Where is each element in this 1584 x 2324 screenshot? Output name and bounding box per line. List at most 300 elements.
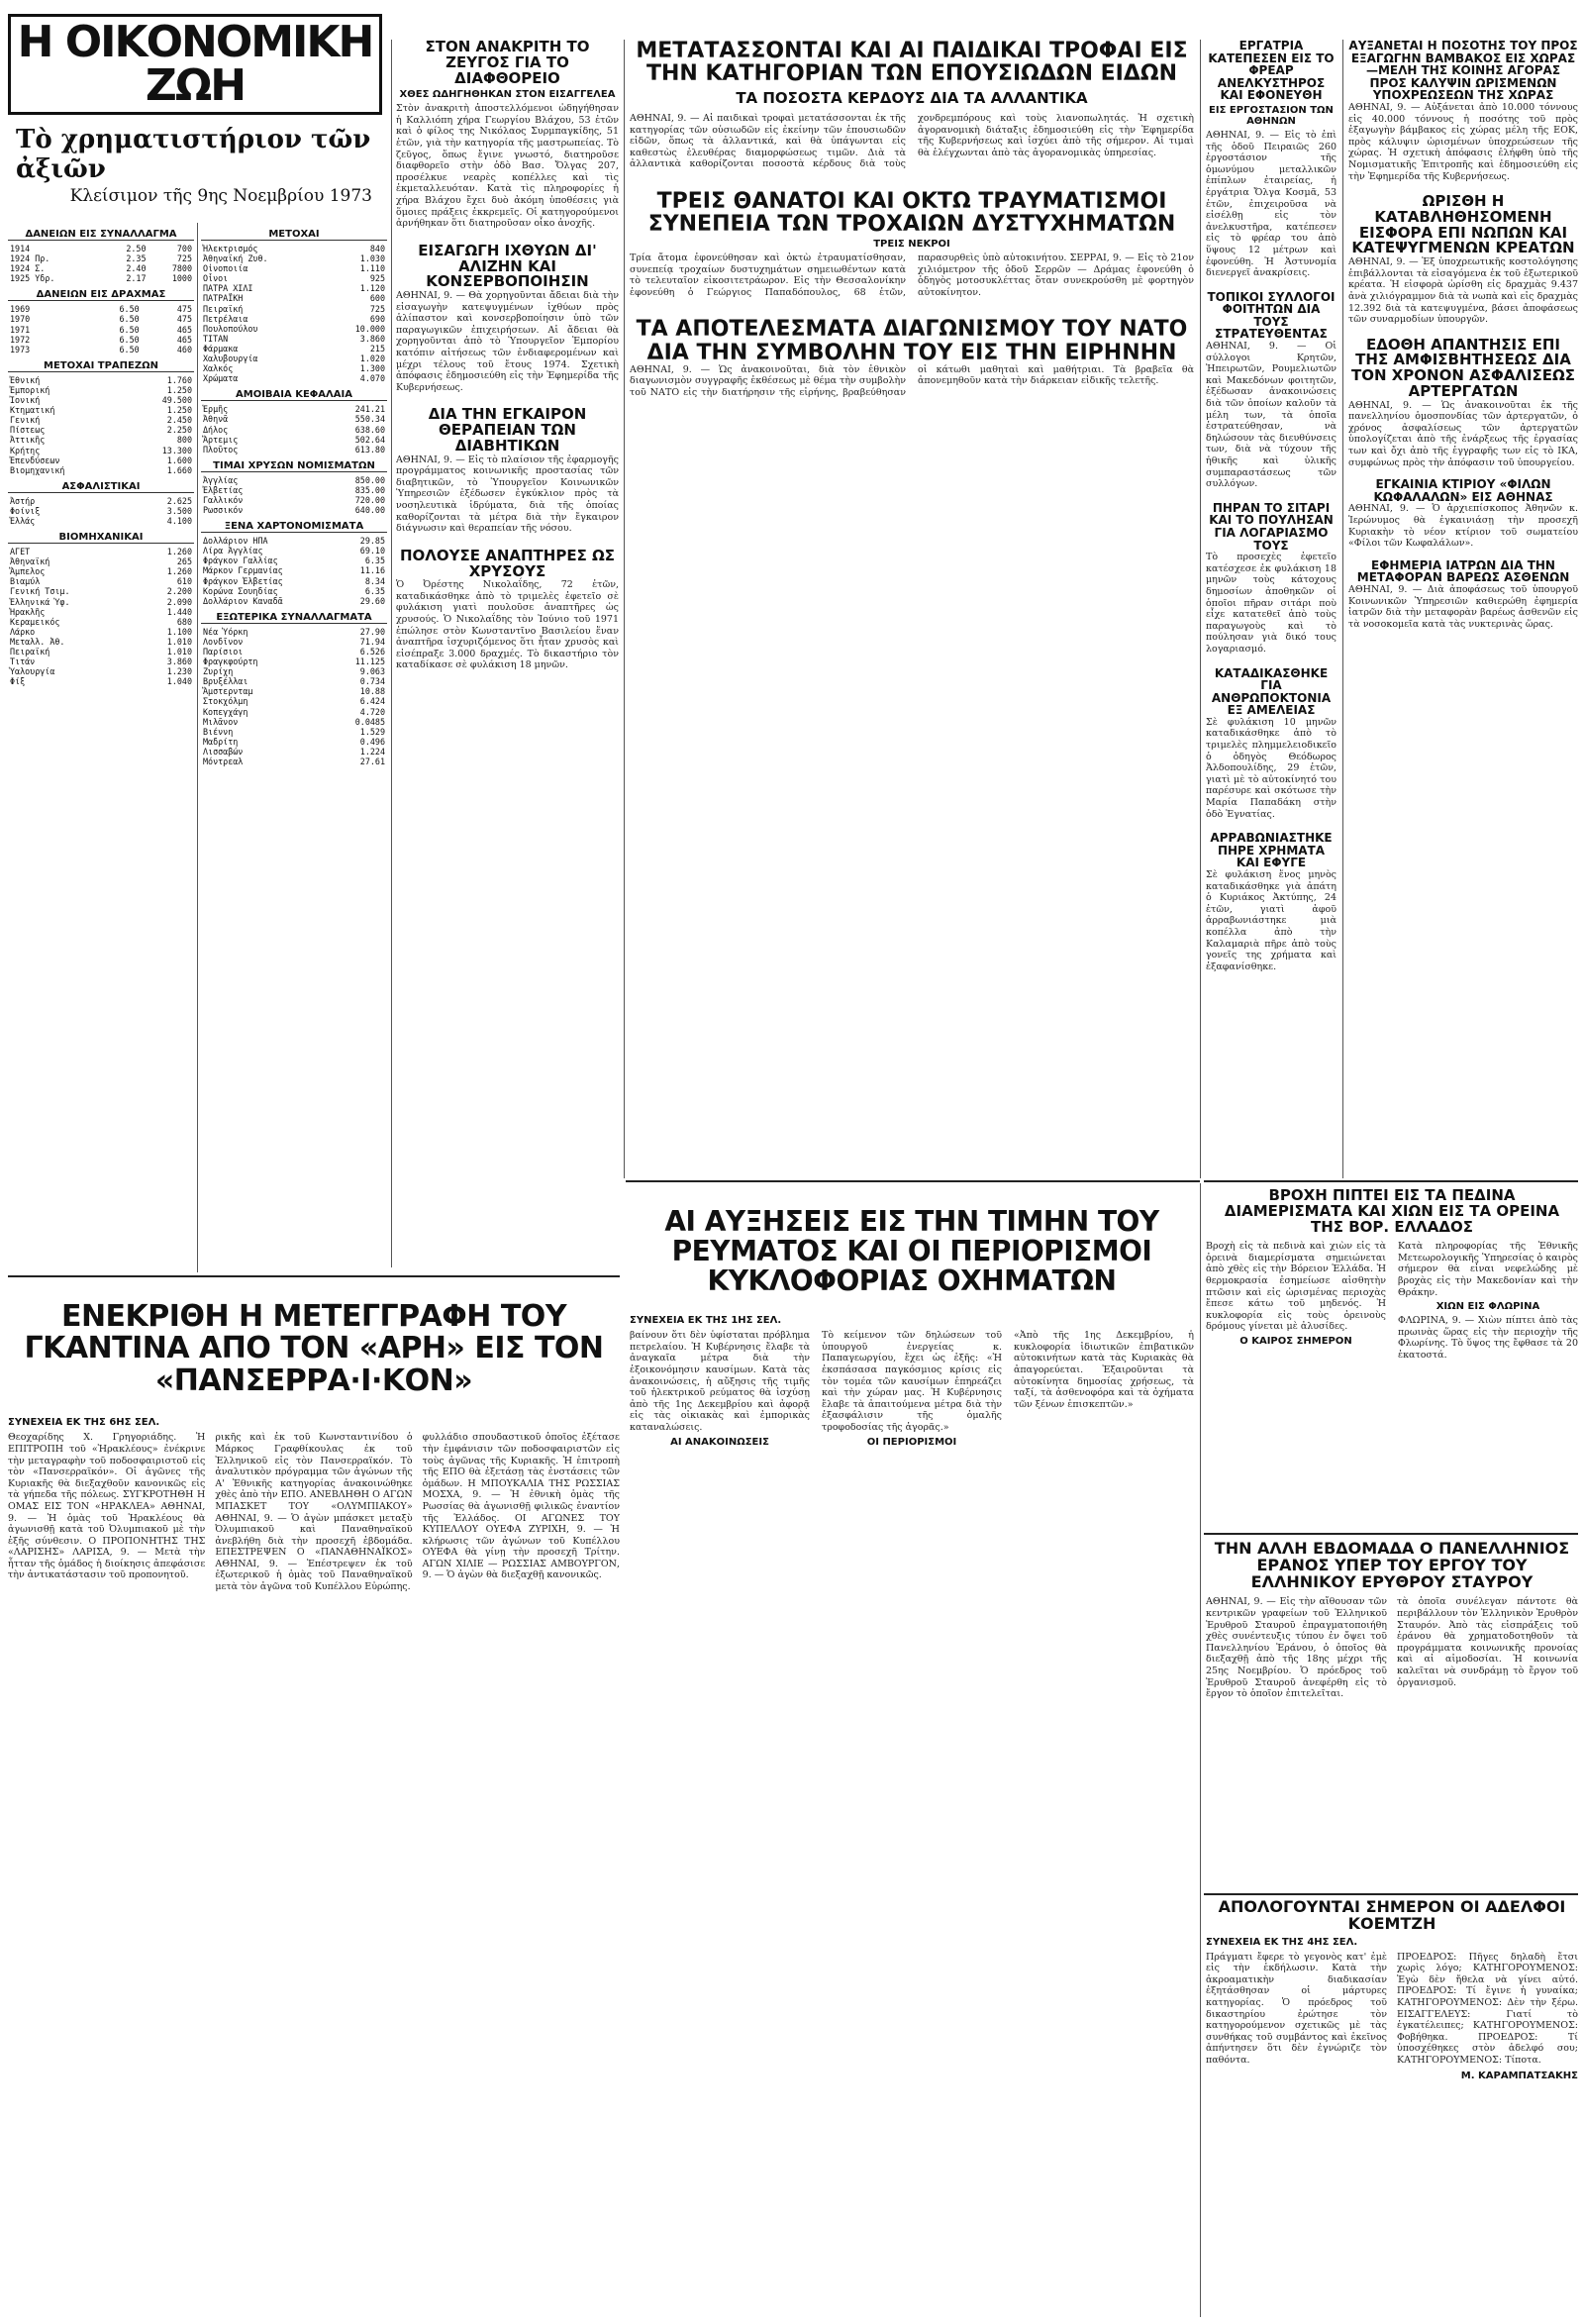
table-row bbox=[8, 637, 194, 647]
stock-value: 502.64 bbox=[354, 434, 385, 445]
article-body: Τρία ἄτομα ἐφονεύθησαν καὶ ὀκτὼ ἐτραυματίσθησαν, συνεπείᾳ τροχαίων δυστυχημάτων σημειωθέντων κατὰ τὸ τελευταῖον εἰκοσιτετράωρον. Εἰς τὴν Θεσσαλονίκην ἐφονεύθη ὁ Γεώργιος Παπαδόπουλος, 68 ἐτῶν, παρασυρθεὶς ὑπὸ αὐτοκινήτου. ΣΕΡΡΑΙ, 9. — Εἰς τὸ 21ον χιλιόμετρον τῆς ὁδοῦ Σερρῶν — Δράμας ἐφονεύθη ὁ ὁδηγὸς μοτοσυκλέττας ὅταν συνεκρούσθη μὲ φορτηγὸν αὐτοκίνητον. bbox=[630, 253, 1194, 298]
table-row bbox=[201, 666, 387, 676]
stock-name: Ἄρτεμις bbox=[203, 434, 239, 445]
table-row bbox=[8, 465, 194, 475]
weather-article bbox=[1206, 1188, 1578, 1525]
article-headline: ΤΟΠΙΚΟΙ ΣΥΛΛΟΓΟΙ ΦΟΙΤΗΤΩΝ ΔΙΑ ΤΟΥΣ ΣΤΡΑΤΕΥΘΕΝΤΑΣ bbox=[1207, 289, 1336, 342]
table-row bbox=[201, 727, 387, 737]
stock-name: Πειραϊκή bbox=[203, 303, 244, 314]
stock-name: Μεταλλ. Ἀθ. bbox=[10, 636, 65, 647]
stock-value: 640.00 bbox=[354, 505, 385, 516]
article-body: ΑΘΗΝΑΙ, 9. — Εἰς τὴν αἴθουσαν τῶν κεντρικῶν γραφείων τοῦ Ἑλληνικοῦ Ἐρυθροῦ Σταυροῦ ἐπραγματοποιήθη χθὲς συνέντευξις τύπου ἐν ὄψει τοῦ Πανελληνίου Ἐράνου, ὁ ὁποῖος θὰ διεξαχθῇ ἀπὸ τῆς 18ης μέχρι τῆς 25ης Νοεμβρίου. Ὁ πρόεδρος τοῦ Ἐρυθροῦ Σταυροῦ ἀνεφέρθη εἰς τὸ ἔργον τὸ ὁποῖον ἐπιτελεῖται. bbox=[1206, 1596, 1387, 1700]
stock-name: ΠΑΤΡΑ ΧΙΛΙ bbox=[203, 283, 253, 294]
stock-column-2 bbox=[201, 223, 387, 1272]
stock-value: 1.260 bbox=[166, 566, 192, 577]
stock-value: 800 bbox=[176, 435, 192, 446]
stock-value: 613.80 bbox=[354, 444, 385, 455]
stock-name: Δολλάριον ΗΠΑ bbox=[203, 536, 268, 547]
table-row bbox=[201, 354, 387, 363]
masthead-subtitle: Τὸ χρηματιστήριον τῶν ἀξιῶν bbox=[16, 125, 371, 184]
stock-table bbox=[8, 496, 194, 526]
stock-section-title: ΜΕΤΟΧΑΙ ΤΡΑΠΕΖΩΝ bbox=[8, 360, 194, 372]
stock-name: Ἀττικῆς bbox=[10, 435, 46, 446]
table-row bbox=[8, 556, 194, 566]
stock-name: 1924 Πρ. bbox=[10, 253, 50, 264]
table-row bbox=[201, 637, 387, 647]
table-row bbox=[201, 344, 387, 354]
stock-value: 27.90 bbox=[359, 626, 385, 637]
stock-name: Πετρέλαια bbox=[203, 313, 248, 324]
stock-value: 4.100 bbox=[166, 515, 192, 526]
stock-name: ΑΓΕΤ bbox=[10, 547, 31, 557]
stock-value: 29.85 bbox=[359, 536, 385, 547]
article-headline: ΒΡΟΧΗ ΠΙΠΤΕΙ ΕΙΣ ΤΑ ΠΕΔΙΝΑ ΔΙΑΜΕΡΙΣΜΑΤΑ ΚΑΙ ΧΙΩΝ ΕΙΣ ΤΑ ΟΡΕΙΝΑ ΤΗΣ ΒΟΡ. ΕΛΛΑΔΟΣ bbox=[1224, 1188, 1560, 1236]
stock-name: Νέα Ὑόρκη bbox=[203, 626, 248, 637]
stock-name: Ἐμπορική bbox=[10, 384, 50, 395]
article-body: Θεοχαρίδης Χ. Γρηγοριάδης. Ἡ ΕΠΙΤΡΟΠΗ τοῦ «Ἡρακλέους» ἐνέκρινε τὴν μεταγραφὴν τοῦ ποδοσφαιριστοῦ εἰς τὸν «Πανσερραϊκόν». Οἱ ἀγῶνες τῆς Κυριακῆς θὰ διεξαχθοῦν κανονικῶς εἰς τὰ γήπεδα τῆς πόλεως. ΣΥΓΚΡΟΤΗΘΗ Η ΟΜΑΣ ΕΙΣ ΤΟΝ «ΗΡΑΚΛΕΑ» ΑΘΗΝΑΙ, 9. — Ἡ ὁμὰς τοῦ Ἡρακλέους θὰ ἀγωνισθῇ κατὰ τοῦ Ὀλυμπιακοῦ μὲ τὴν ἑξῆς σύνθεσιν. Ο ΠΡΟΠΟΝΗΤΗΣ ΤΗΣ «ΛΑΡΙΣΗΣ» ΛΑΡΙΣΑ, 9. — Μετὰ τὴν ἧτταν τῆς ὁμάδος ἡ διοίκησις ἀπεφάσισε τὴν ἀντικατάστασιν τοῦ προπονητοῦ. bbox=[8, 1432, 206, 1581]
table-row bbox=[8, 244, 194, 253]
table-row bbox=[8, 405, 194, 415]
stock-name: Λονδῖνον bbox=[203, 636, 244, 647]
stock-value: 8.34 bbox=[364, 575, 385, 586]
stock-name: Λάρκο bbox=[10, 626, 36, 637]
stock-value: 27.61 bbox=[359, 757, 385, 767]
stock-value: 1.040 bbox=[166, 676, 192, 687]
table-row bbox=[201, 576, 387, 586]
article-subhead: ΟΙ ΠΕΡΙΟΡΙΣΜΟΙ bbox=[866, 1436, 957, 1448]
table-row bbox=[8, 617, 194, 627]
stock-value: 465 bbox=[176, 324, 192, 335]
stock-name: Ἐλβετίας bbox=[203, 484, 244, 495]
article-headline: ΔΙΑ ΤΗΝ ΕΓΚΑΙΡΟΝ ΘΕΡΑΠΕΙΑΝ ΤΩΝ ΔΙΑΒΗΤΙΚΩΝ bbox=[428, 405, 587, 455]
stock-table bbox=[201, 244, 387, 383]
article-subhead: ΧΙΩΝ ΕΙΣ ΦΛΩΡΙΝΑ bbox=[1436, 1301, 1540, 1313]
stock-table bbox=[201, 475, 387, 515]
stock-value: 4.070 bbox=[359, 373, 385, 384]
stock-value: 1.224 bbox=[359, 746, 385, 757]
table-row bbox=[201, 304, 387, 314]
article-body: ΑΘΗΝΑΙ, 9. — Εἰς τὸ πλαίσιον τῆς ἐφαρμογῆς προγράμματος κοινωνικῆς προστασίας τῶν διαβητικῶν, τὸ Ὑπουργεῖον Κοινωνικῶν Ὑπηρεσιῶν ἐξέδωσεν ἐγκύκλιον πρὸς τὰ νοσηλευτικὰ ἱδρύματα, διὰ τῆς ὁποίας καθορίζονται τὰ μέτρα διὰ τὴν ἔγκαιρον διάγνωσιν καὶ θεραπείαν τῆς νόσου. bbox=[396, 454, 619, 535]
stock-value: 6.35 bbox=[364, 585, 385, 596]
stock-value: 2.090 bbox=[166, 596, 192, 607]
stock-value: 29.60 bbox=[359, 595, 385, 606]
stock-name: Φράγκον Ἐλβετίας bbox=[203, 575, 283, 586]
article-body: ΑΘΗΝΑΙ, 9. — Αἱ παιδικαὶ τροφαὶ μετατάσσονται ἐκ τῆς κατηγορίας τῶν οὐσιωδῶν εἰς ἐκείνην τῶν ἐπουσιωδῶν εἰδῶν, ὅπως τὰ ἀλλαντικά, καὶ θὰ ὑπάγωνται εἰς καθεστὼς ἐλευθέρας διαμορφώσεως τιμῶν. Διὰ τὰ ἀλλαντικὰ καθορίζονται ποσοστὰ κέρδους διὰ τοὺς χονδρεμπόρους καὶ τοὺς λιανοπωλητάς. Ἡ σχετικὴ ἀγορανομικὴ διάταξις ἐδημοσιεύθη εἰς τὴν Ἐφημερίδα τῆς Κυβερνήσεως καὶ ἰσχύει ἀπὸ τῆς σήμερον. Αἱ τιμαὶ θὰ ἐλέγχωνται ἀπὸ τὰς ἀγορανομικὰς ὑπηρεσίας. bbox=[630, 112, 1194, 170]
table-row bbox=[201, 536, 387, 546]
stock-name: Ἐπενδύσεων bbox=[10, 455, 60, 465]
stock-value: 2.450 bbox=[166, 415, 192, 426]
stock-name: Τιτάν bbox=[10, 657, 36, 667]
article-body: Κατὰ πληροφορίας τῆς Ἐθνικῆς Μετεωρολογικῆς Ὑπηρεσίας ὁ καιρὸς σήμερον θὰ εἶναι νεφελώδης μὲ βροχὰς εἰς τὴν Μακεδονίαν καὶ τὴν Θράκην. bbox=[1398, 1241, 1578, 1298]
stock-name: Πλοῦτος bbox=[203, 444, 239, 455]
table-row bbox=[8, 676, 194, 686]
stock-table bbox=[201, 627, 387, 766]
stock-value: 2.625 bbox=[166, 495, 192, 506]
stock-name: 1973 bbox=[10, 344, 31, 354]
stock-name: 1971 bbox=[10, 324, 31, 335]
stock-name: Φράγκον Γαλλίας bbox=[203, 556, 278, 566]
stock-value: 690 bbox=[369, 313, 385, 324]
continuation-note: ΣΥΝΕΧΕΙΑ ΕΚ ΤΗΣ 6ΗΣ ΣΕΛ. bbox=[8, 1417, 160, 1429]
table-row bbox=[8, 506, 194, 516]
stock-value: 3.860 bbox=[166, 657, 192, 667]
stock-name: 1969 bbox=[10, 304, 31, 315]
stock-name: Οἰνοποιία bbox=[203, 263, 248, 274]
table-row bbox=[8, 576, 194, 586]
stock-value: 2.250 bbox=[166, 425, 192, 436]
table-row bbox=[201, 425, 387, 435]
stock-section-title: ΞΕΝΑ ΧΑΡΤΟΝΟΜΙΣΜΑΤΑ bbox=[201, 521, 387, 533]
stock-value: 680 bbox=[176, 616, 192, 627]
stock-name: Ρωσσικόν bbox=[203, 505, 244, 516]
stock-value: 1.440 bbox=[166, 606, 192, 617]
table-row bbox=[8, 566, 194, 576]
stock-value: 0.496 bbox=[359, 736, 385, 747]
byline: Μ. ΚΑΡΑΜΠΑΤΣΑΚΗΣ bbox=[1460, 2070, 1578, 2081]
stock-value: 460 bbox=[176, 344, 192, 354]
stock-name: Ἐθνική bbox=[10, 374, 41, 385]
stock-value: 1.250 bbox=[166, 384, 192, 395]
stock-name: Κτηματική bbox=[10, 405, 55, 416]
article-headline: ΤΗΝ ΑΛΛΗ ΕΒΔΟΜΑΔΑ Ο ΠΑΝΕΛΛΗΝΙΟΣ ΕΡΑΝΟΣ ΥΠΕΡ ΤΟΥ ΕΡΓΟΥ ΤΟΥ ΕΛΛΗΝΙΚΟΥ ΕΡΥΘΡΟΥ ΣΤΑΥΡΟΥ bbox=[1214, 1541, 1570, 1591]
red-cross-article bbox=[1206, 1541, 1578, 1887]
article-headline: ΤΑ ΑΠΟΤΕΛΕΣΜΑΤΑ ΔΙΑΓΩΝΙΣΜΟΥ ΤΟΥ ΝΑΤΟ ΔΙΑ ΤΗΝ ΣΥΜΒΟΛΗΝ ΤΟΥ ΕΙΣ ΤΗΝ ΕΙΡΗΝΗΝ bbox=[636, 317, 1188, 365]
stock-value: 2.35 bbox=[126, 253, 147, 264]
masthead-title: Η ΟΙΚΟΝΟΜΙΚΗ ΖΩΗ bbox=[17, 17, 373, 111]
article-body: ΑΘΗΝΑΙ, 9. — Αὐξάνεται ἀπὸ 10.000 τόννους εἰς 40.000 τόννους ἡ ποσότης τοῦ πρὸς ἐξαγωγὴν βάμβακος εἰς χώρας μέλη τῆς ΕΟΚ, πρὸς κάλυψιν ὡρισμένων ὑποχρεώσεων τῆς χώρας. Ἡ σχετικὴ ἀπόφασις ἐλήφθη ὑπὸ τῆς Νομισματικῆς Ἐπιτροπῆς καὶ ἐδημοσιεύθη εἰς τὴν Ἐφημερίδα τῆς Κυβερνήσεως. bbox=[1348, 101, 1578, 182]
stock-value: 1.010 bbox=[166, 647, 192, 657]
article-subhead: ΕΙΣ ΕΡΓΟΣΤΑΣΙΟΝ ΤΩΝ ΑΘΗΝΩΝ bbox=[1209, 104, 1334, 127]
stock-name: Στοκχόλμη bbox=[203, 696, 248, 707]
stock-name: Ἀθηναϊκή bbox=[10, 556, 50, 567]
stock-name: Ἄμπελος bbox=[10, 566, 46, 577]
table-row bbox=[201, 435, 387, 445]
table-row bbox=[201, 363, 387, 373]
stock-value: 465 bbox=[176, 334, 192, 345]
table-row bbox=[201, 485, 387, 495]
stock-table bbox=[201, 536, 387, 606]
stock-value: 725 bbox=[176, 253, 192, 264]
table-row bbox=[201, 556, 387, 565]
stock-name: Δολλάριον Καναδᾶ bbox=[203, 595, 283, 606]
table-row bbox=[8, 325, 194, 335]
article-subhead: ΤΡΕΙΣ ΝΕΚΡΟΙ bbox=[873, 239, 950, 251]
article-body: ΠΡΟΕΔΡΟΣ: Πῆγες δηλαδὴ ἔτσι χωρὶς λόγο; ΚΑΤΗΓΟΡΟΥΜΕΝΟΣ: Ἐγὼ δὲν ἤθελα νὰ γίνει αὐτό. ΠΡΟΕΔΡΟΣ: Τί ἔγινε ἡ γυναίκα; ΚΑΤΗΓΟΡΟΥΜΕΝΟΣ: Δὲν τὴν ξέρω. ΕΙΣΑΓΓΕΛΕΥΣ: Γιατί τὸ ἐγκατέλειπες; ΚΑΤΗΓΟΡΟΥΜΕΝΟΣ: Φοβήθηκα. ΠΡΟΕΔΡΟΣ: Τί ὑποσχέθηκες στὸν ἀδελφό σου; ΚΑΤΗΓΟΡΟΥΜΕΝΟΣ: Τίποτα. bbox=[1397, 1951, 1578, 2066]
stock-name: Λισσαβών bbox=[203, 746, 244, 757]
stock-value: 1.230 bbox=[166, 666, 192, 677]
stock-name: Γαλλικόν bbox=[203, 494, 244, 505]
stock-value: 11.16 bbox=[359, 565, 385, 576]
article-subhead: ΑΙ ΑΝΑΚΟΙΝΩΣΕΙΣ bbox=[670, 1436, 769, 1448]
stock-section-title: ΒΙΟΜΗΧΑΝΙΚΑΙ bbox=[8, 532, 194, 544]
stock-name: Μάρκον Γερμανίας bbox=[203, 565, 283, 576]
stock-value: 1.260 bbox=[166, 547, 192, 557]
stock-name: Παρίσιοι bbox=[203, 647, 244, 657]
stock-value: 10.88 bbox=[359, 686, 385, 697]
stock-value: 0.0485 bbox=[354, 716, 385, 727]
article-body: φυλλάδιο σπουδαστικοῦ ὁποῖος ἐξέτασε τὴν ἐμφάνισιν τῶν ποδοσφαιριστῶν εἰς τοὺς ἀγῶνας τῆς Κυριακῆς. Ἡ ἐπιτροπὴ τῆς ΕΠΟ θὰ ἐξετάσῃ τὰς ἐνστάσεις τῶν ὁμάδων. Η ΜΠΟΥΚΑΛΙΑ ΤΗΣ ΡΩΣΣΙΑΣ ΜΟΣΧΑ, 9. — Ἡ ἐθνικὴ ὁμὰς τῆς Ρωσσίας θὰ ἀγωνισθῇ φιλικῶς ἐναντίον τῆς Ἑλλάδος. ΟΙ ΑΓΩΝΕΣ ΤΟΥ ΚΥΠΕΛΛΟΥ ΟΥΕΦΑ ΖΥΡΙΧΗ, 9. — Ἡ κλήρωσις τῶν ἀγώνων τοῦ Κυπέλλου ΟΥΕΦΑ θὰ γίνῃ τὴν προσεχῆ Τρίτην. ΑΓΩΝ ΧΙΛΙΕ — ΡΩΣΣΙΑΣ ΑΜΒΟΥΡΓΟΝ, 9. — Ὁ ἀγὼν θὰ διεξαχθῇ κανονικῶς. bbox=[422, 1432, 620, 1581]
table-row bbox=[8, 304, 194, 314]
article-headline: ΑΡΡΑΒΩΝΙΑΣΤΗΚΕ ΠΗΡΕ ΧΡΗΜΑΤΑ ΚΑΙ ΕΦΥΓΕ bbox=[1210, 831, 1333, 870]
stock-table bbox=[8, 304, 194, 354]
stock-name: Γενική bbox=[10, 415, 41, 426]
table-row bbox=[8, 496, 194, 506]
stock-value: 6.50 bbox=[119, 314, 140, 325]
table-row bbox=[8, 395, 194, 405]
electricity-article bbox=[630, 1188, 1194, 2317]
article-headline: ΩΡΙΣΘΗ Η ΚΑΤΑΒΛΗΘΗΣΟΜΕΝΗ ΕΙΣΦΟΡΑ ΕΠΙ ΝΩΠΩΝ ΚΑΙ ΚΑΤΕΨΥΓΜΕΝΩΝ ΚΡΕΑΤΩΝ bbox=[1351, 192, 1575, 257]
stock-value: 720.00 bbox=[354, 494, 385, 505]
stock-value: 550.34 bbox=[354, 414, 385, 425]
stock-name: Ἀθηνᾶ bbox=[203, 414, 229, 425]
table-row bbox=[8, 345, 194, 354]
article-headline: ΤΡΕΙΣ ΘΑΝΑΤΟΙ ΚΑΙ ΟΚΤΩ ΤΡΑΥΜΑΤΙΣΜΟΙ ΣΥΝΕΠΕΙΑ ΤΩΝ ΤΡΟΧΑΙΩΝ ΔΥΣΤΥΧΗΜΑΤΩΝ bbox=[647, 188, 1176, 237]
stock-value: 725 bbox=[369, 303, 385, 314]
stock-value: 4.720 bbox=[359, 706, 385, 717]
table-row bbox=[201, 737, 387, 747]
table-row bbox=[201, 627, 387, 637]
table-row bbox=[8, 446, 194, 455]
table-row bbox=[201, 244, 387, 253]
stock-table bbox=[8, 244, 194, 283]
stock-value: 6.424 bbox=[359, 696, 385, 707]
table-row bbox=[8, 455, 194, 465]
stock-value: 49.500 bbox=[161, 395, 192, 406]
column-5 bbox=[1206, 40, 1336, 1178]
table-row bbox=[8, 666, 194, 676]
table-row bbox=[8, 627, 194, 637]
article-body: ΑΘΗΝΑΙ, 9. — Εἰς τὸ ἐπὶ τῆς ὁδοῦ Πειραιῶς 260 ἐργοστάσιον τῆς ὁμωνύμου μεταλλικῶν ἐπίπλων ἐταιρείας, ἡ ἐργάτρια Ὄλγα Κοσμᾶ, 53 ἐτῶν, ἐπιχειροῦσα νὰ εἰσέλθῃ εἰς τὸν ἀνελκυστῆρα, κατέπεσεν εἰς τὸ φρέαρ του ἀπὸ ὕψους 12 μέτρων καὶ ἐφονεύθη. Ἡ Ἀστυνομία διενεργεῖ ἀνακρίσεις. bbox=[1206, 129, 1336, 279]
article-headline: ΚΑΤΑΔΙΚΑΣΘΗΚΕ ΓΙΑ ΑΝΘΡΩΠΟΚΤΟΝΙΑ ΕΞ ΑΜΕΛΕΙΑΣ bbox=[1211, 665, 1332, 718]
article-body: βαίνουν ὅτι δὲν ὑφίσταται πρόβλημα πετρελαίου. Ἡ Κυβέρνησις ἔλαβε τὰ ἀναγκαῖα μέτρα διὰ τὴν ἐξοικονόμησιν καυσίμων. Κατὰ τὰς ἀνακοινώσεις, ἡ αὔξησις τῆς τιμῆς τοῦ ἠλεκτρικοῦ ρεύματος θὰ ἰσχύσῃ ἀπὸ τῆς 1ης Δεκεμβρίου καὶ ἀφορᾷ εἰς τὰς οἰκιακὰς καὶ ἐμπορικὰς καταναλώσεις. bbox=[630, 1330, 810, 1433]
stock-table bbox=[201, 404, 387, 454]
stock-value: 3.860 bbox=[359, 333, 385, 344]
stock-value: 1.660 bbox=[166, 464, 192, 475]
table-row bbox=[201, 505, 387, 515]
stock-name: Φάρμακα bbox=[203, 343, 239, 354]
stock-name: Κρήτης bbox=[10, 445, 41, 455]
stock-value: 475 bbox=[176, 314, 192, 325]
stock-name: Χαλυβουργία bbox=[203, 354, 258, 364]
stock-name: Φίξ bbox=[10, 676, 26, 687]
stock-name: Φραγκφούρτη bbox=[203, 657, 258, 667]
stock-value: 1.250 bbox=[166, 405, 192, 416]
article-headline: ΑΠΟΛΟΓΟΥΝΤΑΙ ΣΗΜΕΡΟΝ ΟΙ ΑΔΕΛΦΟΙ ΚΟΕΜΤΖΗ bbox=[1218, 1899, 1566, 1933]
stock-name: Πειραϊκή bbox=[10, 647, 50, 657]
table-row bbox=[8, 597, 194, 607]
table-row bbox=[8, 385, 194, 395]
stock-value: 1.120 bbox=[359, 283, 385, 294]
sports-headline: ΕΝΕΚΡΙΘΗ Η ΜΕΤΕΓΓΡΑΦΗ ΤΟΥ ΓΚΑΝΤΙΝΑ ΑΠΟ ΤΟΝ «ΑΡΗ» ΕΙΣ ΤΟΝ «ΠΑΝΣΕΡΡΑ·Ι·ΚΟΝ» bbox=[24, 1299, 604, 1398]
stock-name: ΤΙΤΑΝ bbox=[203, 333, 229, 344]
trial-article bbox=[1206, 1899, 1578, 2315]
stock-value: 265 bbox=[176, 556, 192, 567]
stock-name: Ἀστήρ bbox=[10, 495, 36, 506]
table-row bbox=[201, 546, 387, 556]
table-row bbox=[8, 263, 194, 273]
stock-name: Ἄμστερνταμ bbox=[203, 686, 253, 697]
stock-name: Πίστεως bbox=[10, 425, 46, 436]
article-body: Σὲ φυλάκιση 10 μηνῶν καταδικάσθηκε ἀπὸ τὸ τριμελὲς πλημμελειοδικεῖο ὁ ὁδηγὸς Θεόδωρος Ἀλδοπουλίδης, 29 ἐτῶν, γιατὶ μὲ τὸ αὐτοκίνητό του παρέσυρε καὶ σκότωσε τὴν Μαρία Παπαδάκη στὴν ὁδὸ Ἐγνατίας. bbox=[1206, 716, 1336, 820]
stock-value: 6.50 bbox=[119, 304, 140, 315]
column-3 bbox=[396, 40, 619, 1267]
stock-name: 1972 bbox=[10, 334, 31, 345]
stock-value: 638.60 bbox=[354, 424, 385, 435]
article-body: ΑΘΗΝΑΙ, 9. — Ὡς ἀνακοινοῦται, διὰ τὸν ἐθνικὸν διαγωνισμὸν συγγραφῆς ἐκθέσεως μὲ θέμα τὴν συμβολὴν τοῦ ΝΑΤΟ εἰς τὴν διατήρησιν τῆς εἰρήνης, βραβεύθησαν οἱ κάτωθι μαθηταὶ καὶ μαθήτριαι. Τὰ βραβεῖα θὰ ἀπονεμηθοῦν κατὰ τὴν διάρκειαν εἰδικῆς τελετῆς. bbox=[630, 363, 1194, 398]
stock-name: Ἑρμῆς bbox=[203, 404, 229, 415]
article-body: ΑΘΗΝΑΙ, 9. — Θὰ χορηγοῦνται ἄδειαι διὰ τὴν εἰσαγωγὴν κατεψυγμένων ἰχθύων πρὸς ἁλίπαστον καὶ κονσερβοποίησιν ὑπὸ τῶν παραγωγικῶν ἐπιχειρήσεων. Αἱ ἄδειαι θὰ χορηγοῦνται ἀπὸ τὸ Ὑπουργεῖον Ἐμπορίου κατόπιν αἰτήσεως τῶν ἐνδιαφερομένων καὶ μέχρι τέλους τοῦ ἔτους 1974. Σχετικὴ ἀπόφασις ἐδημοσιεύθη εἰς τὴν Ἐφημερίδα τῆς Κυβερνήσεως. bbox=[396, 290, 619, 393]
stock-value: 241.21 bbox=[354, 404, 385, 415]
table-row bbox=[8, 425, 194, 435]
table-row bbox=[8, 657, 194, 666]
electricity-headline: ΑΙ ΑΥΞΗΣΕΙΣ ΕΙΣ ΤΗΝ ΤΙΜΗΝ ΤΟΥ ΡΕΥΜΑΤΟΣ ΚΑΙ ΟΙ ΠΕΡΙΟΡΙΣΜΟΙ ΚΥΚΛΟΦΟΡΙΑΣ ΟΧΗΜΑΤΩΝ bbox=[664, 1204, 1159, 1298]
stock-name: Μαδρίτη bbox=[203, 736, 239, 747]
stock-name: Ἑλλάς bbox=[10, 515, 36, 526]
stock-value: 1.100 bbox=[166, 626, 192, 637]
table-row bbox=[201, 565, 387, 575]
stock-value: 3.500 bbox=[166, 505, 192, 516]
table-row bbox=[201, 253, 387, 263]
table-row bbox=[201, 757, 387, 766]
stock-section-title: ΑΣΦΑΛΙΣΤΙΚΑΙ bbox=[8, 481, 194, 493]
article-subhead: ΤΑ ΠΟΣΟΣΤΑ ΚΕΡΔΟΥΣ ΔΙΑ ΤΑ ΑΛΛΑΝΤΙΚΑ bbox=[736, 89, 1088, 108]
table-row bbox=[201, 676, 387, 686]
stock-value: 475 bbox=[176, 304, 192, 315]
stock-section-title: ΑΜΟΙΒΑΙΑ ΚΕΦΑΛΑΙΑ bbox=[201, 389, 387, 401]
stock-value: 2.40 bbox=[126, 263, 147, 274]
stock-value: 1.529 bbox=[359, 726, 385, 737]
stock-value: 13.300 bbox=[161, 445, 192, 455]
table-row bbox=[201, 747, 387, 757]
article-headline: ΣΤΟΝ ΑΝΑΚΡΙΤΗ ΤΟ ΖΕΥΓΟΣ ΓΙΑ ΤΟ ΔΙΑΦΘΟΡΕΙΟ bbox=[425, 40, 590, 87]
stock-value: 11.125 bbox=[354, 657, 385, 667]
stock-name: Βιομηχανική bbox=[10, 464, 65, 475]
stock-value: 835.00 bbox=[354, 484, 385, 495]
stock-name: Βιέννη bbox=[203, 726, 234, 737]
stock-name: Χρώματα bbox=[203, 373, 239, 384]
stock-column-1 bbox=[8, 223, 194, 1272]
table-row bbox=[201, 293, 387, 303]
article-body: ΦΛΩΡΙΝΑ, 9. — Χιὼν πίπτει ἀπὸ τὰς πρωινὰς ὥρας εἰς τὴν περιοχὴν τῆς Φλωρίνης. Τὸ ὕψος της ἔφθασε τὰ 20 ἑκατοστά. bbox=[1398, 1315, 1578, 1361]
article-body: ΑΘΗΝΑΙ, 9. — Ὁ ἀρχιεπίσκοπος Ἀθηνῶν κ. Ἱερώνυμος θὰ ἐγκαινιάσῃ τὴν προσεχῆ Κυριακὴν τὸ νέον κτίριον τοῦ σωματείου «Φίλοι τῶν Κωφαλάλων». bbox=[1348, 503, 1578, 550]
article-body: ΑΘΗΝΑΙ, 9. — Διὰ ἀποφάσεως τοῦ ὑπουργοῦ Κοινωνικῶν Ὑπηρεσιῶν καθιερώθη ἐφημερία ἰατρῶν διὰ τὴν μεταφορὰν βαρέως ἀσθενῶν εἰς τὰ νοσοκομεῖα κατὰ τὰς νυκτερινὰς ὥρας. bbox=[1348, 584, 1578, 630]
article-body: «Ἀπὸ τῆς 1ης Δεκεμβρίου, ἡ κυκλοφορία ἰδιωτικῶν ἐπιβατικῶν αὐτοκινήτων κατὰ τὰς Κυριακὰς θὰ ἀπαγορεύεται. Ἐξαιροῦνται τὰ αὐτοκίνητα δημοσίας χρήσεως, τὰ ταξί, τὰ ἀσθενοφόρα καὶ τὰ ὀχήματα τῶν ξένων ἐπισκεπτῶν.» bbox=[1014, 1330, 1194, 1410]
article-body: ΑΘΗΝΑΙ, 9. — Ὡς ἀνακοινοῦται ἐκ τῆς πανελληνίου ὁμοσπονδίας τῶν ἀρτεργατῶν, ὁ χρόνος ἀσφαλίσεως τῶν ἀρτεργατῶν ὑπολογίζεται ἀπὸ τῆς ἐνάρξεως τῆς ἐργασίας των καὶ ὄχι ἀπὸ τῆς ἐγγραφῆς των εἰς τὸ ΙΚΑ, συμφώνως πρὸς τὴν ἀπόφασιν τοῦ ὑπουργείου. bbox=[1348, 399, 1578, 468]
stock-value: 215 bbox=[369, 343, 385, 354]
table-row bbox=[8, 607, 194, 617]
stock-value: 850.00 bbox=[354, 474, 385, 485]
stock-value: 2.50 bbox=[126, 244, 147, 253]
table-row bbox=[8, 375, 194, 385]
masthead bbox=[8, 14, 382, 222]
column-4-top bbox=[630, 40, 1194, 1178]
table-row bbox=[8, 335, 194, 345]
stock-name: Ὑαλουργία bbox=[10, 666, 55, 677]
stock-section-title: ΔΑΝΕΙΩΝ ΕΙΣ ΔΡΑΧΜΑΣ bbox=[8, 289, 194, 301]
stock-name: Ἑλληνικά Ὑφ. bbox=[10, 596, 70, 607]
masthead-box bbox=[8, 14, 382, 115]
masthead-date: Κλείσιμον τῆς 9ης Νοεμβρίου 1973 bbox=[69, 186, 372, 206]
stock-name: Λίρα Ἀγγλίας bbox=[203, 546, 263, 556]
stock-value: 2.200 bbox=[166, 586, 192, 597]
stock-value: 0.734 bbox=[359, 676, 385, 687]
stock-value: 2.17 bbox=[126, 273, 147, 284]
table-row bbox=[8, 314, 194, 324]
stock-value: 1.300 bbox=[359, 363, 385, 374]
stock-name: Βρυξέλλαι bbox=[203, 676, 248, 687]
article-headline: ΕΦΗΜΕΡΙΑ ΙΑΤΡΩΝ ΔΙΑ ΤΗΝ ΜΕΤΑΦΟΡΑΝ ΒΑΡΕΩΣ ΑΣΘΕΝΩΝ bbox=[1356, 557, 1570, 585]
table-row bbox=[8, 435, 194, 445]
stock-value: 6.526 bbox=[359, 647, 385, 657]
continuation-note: ΣΥΝΕΧΕΙΑ ΕΚ ΤΗΣ 4ΗΣ ΣΕΛ. bbox=[1206, 1936, 1358, 1948]
article-body: ΑΘΗΝΑΙ, 9. — Οἱ σύλλογοι Κρητῶν, Ἠπειρωτῶν, Ρουμελιωτῶν καὶ Μακεδόνων φοιτητῶν, ἐξέδωσαν ἀνακοινώσεις διὰ τῶν ὁποίων καλοῦν τὰ μέλη των, τὰ ὁποῖα ἐστρατεύθησαν, νὰ δηλώσουν τὰς διευθύνσεις των, διὰ νὰ τύχουν τῆς ἠθικῆς καὶ ὑλικῆς συμπαραστάσεως τῶν συλλόγων. bbox=[1206, 341, 1336, 490]
table-row bbox=[201, 334, 387, 344]
table-row bbox=[201, 717, 387, 727]
stock-name: 1970 bbox=[10, 314, 31, 325]
stock-name: Γενική Τσιμ. bbox=[10, 586, 70, 597]
stock-name: Κορώνα Σουηδίας bbox=[203, 585, 278, 596]
stock-value: 925 bbox=[369, 273, 385, 284]
stock-name: Χαλκός bbox=[203, 363, 234, 374]
table-row bbox=[8, 273, 194, 283]
stock-name: Οἶνοι bbox=[203, 273, 229, 284]
article-body: Στὸν ἀνακριτὴ ἀποστελλόμενοι ὡδηγήθησαν ἡ Καλλιόπη χήρα Γεωργίου Βλάχου, 53 ἐτῶν καὶ ὁ φίλος της Νικόλαος Συρμπαγκίδης, 51 ἐτῶν, γιὰ τὴν κατηγορία τῆς μαστρωπείας. Τὸ ζεῦγος, ὅπως ἔγινε γνωστό, διατηροῦσε διαφθορεῖο στὴν ὁδὸ Βασ. Ὄλγας 207, προσέλκυε νεαρὲς κοπέλλες καὶ τὶς ἐκμεταλλευόταν. Κατὰ τὶς πληροφορίες ἡ χήρα Βλάχου ἔχει δυὸ ἀκόμη ὑποθέσεις γιὰ ὅμοιες πράξεις ἐκκρεμεῖς. Οἱ κατηγορούμενοι ἀρνήθηκαν ὅτι διατηροῦσαν οἶκο ἀνοχῆς. bbox=[396, 103, 619, 230]
stock-name: Κοπεγχάγη bbox=[203, 706, 248, 717]
article-subhead: ΧΘΕΣ ΩΔΗΓΗΘΗΚΑΝ ΣΤΟΝ ΕΙΣΑΓΓΕΛΕΑ bbox=[399, 89, 616, 101]
article-body: Τὸ κείμενον τῶν δηλώσεων τοῦ ὑπουργοῦ ἐνεργείας κ. Παπαγεωργίου, ἔχει ὡς ἑξῆς: «Ἡ ἐκσπάσασα παγκόσμιος κρίσις εἰς τὸν τομέα τῶν καυσίμων ἐπηρεάζει καὶ τὴν χώραν μας. Ἡ Κυβέρνησις ἔλαβε τὰ ἀπαιτούμενα μέτρα διὰ τὴν ἐξασφάλισιν τῆς ὁμαλῆς τροφοδοσίας τῆς ἀγορᾶς.» bbox=[822, 1330, 1002, 1433]
article-headline: ΕΙΣΑΓΩΓΗ ΙΧΘΥΩΝ ΔΙ' ΑΛΙΖΗΝ ΚΑΙ ΚΟΝΣΕΡΒΟΠΟΙΗΣΙΝ bbox=[418, 241, 597, 291]
table-row bbox=[8, 586, 194, 596]
article-headline: ΕΡΓΑΤΡΙΑ ΚΑΤΕΠΕΣΕΝ ΕΙΣ ΤΟ ΦΡΕΑΡ ΑΝΕΛΚΥΣΤΗΡΟΣ ΚΑΙ ΕΦΟΝΕΥΘΗ bbox=[1208, 40, 1335, 103]
table-row bbox=[201, 475, 387, 485]
stock-value: 6.50 bbox=[119, 344, 140, 354]
sports-article bbox=[8, 1281, 620, 2316]
table-row bbox=[201, 414, 387, 424]
stock-value: 610 bbox=[176, 576, 192, 587]
article-body: Σὲ φυλάκιση ἕνος μηνὸς καταδικάσθηκε γιὰ ἀπάτη ὁ Κυριάκος Ἀκτύπης, 24 ἐτῶν, γιατὶ ἀφοῦ ἀρραβωνιάστηκε μιὰ κοπέλλα ἀπὸ τὴν Καλαμαριὰ πῆρε ἀπὸ τοὺς γονεῖς της χρήματα καὶ ἐξαφανίσθηκε. bbox=[1206, 869, 1336, 972]
stock-name: Φοίνιξ bbox=[10, 505, 41, 516]
article-headline: ΕΔΟΘΗ ΑΠΑΝΤΗΣΙΣ ΕΠΙ ΤΗΣ ΑΜΦΙΣΒΗΤΗΣΕΩΣ ΔΙΑ ΤΟΝ ΧΡΟΝΟΝ ΑΣΦΑΛΙΣΕΩΣ ΑΡΤΕΡΓΑΤΩΝ bbox=[1350, 335, 1576, 400]
table-row bbox=[201, 647, 387, 657]
table-row bbox=[201, 586, 387, 596]
stock-name: Ἠλεκτρισμός bbox=[203, 244, 258, 253]
table-row bbox=[201, 495, 387, 505]
table-row bbox=[201, 373, 387, 383]
stock-name: 1914 bbox=[10, 244, 31, 253]
stock-value: 1000 bbox=[171, 273, 192, 284]
table-row bbox=[201, 283, 387, 293]
stock-name: 1924 Σ. bbox=[10, 263, 46, 274]
table-row bbox=[201, 657, 387, 666]
stock-value: 840 bbox=[369, 244, 385, 253]
table-row bbox=[201, 263, 387, 273]
table-row bbox=[8, 253, 194, 263]
table-row bbox=[8, 547, 194, 556]
article-body: Τὸ προσεχὲς ἐφετεῖο κατέσχεσε ἐκ φυλάκιση 18 μηνῶν τοὺς κάτοχους δημοσίων ἀποθηκῶν οἱ ὁποῖοι πῆραν σιτάρι ποὺ εἶχε κατατεθεῖ ἀπὸ τοὺς παραγωγοὺς καὶ τὸ πούλησαν γιὰ δικό τους λογαριασμό. bbox=[1206, 552, 1336, 655]
stock-name: Ἰονική bbox=[10, 395, 41, 406]
stock-value: 71.94 bbox=[359, 636, 385, 647]
stock-value: 10.000 bbox=[354, 323, 385, 334]
stock-name: 1925 Υδρ. bbox=[10, 273, 55, 284]
stock-section-title: ΜΕΤΟΧΑΙ bbox=[201, 229, 387, 241]
table-row bbox=[8, 415, 194, 425]
article-subhead: Ο ΚΑΙΡΟΣ ΣΗΜΕΡΟΝ bbox=[1239, 1336, 1352, 1347]
article-headline: ΠΗΡΑΝ ΤΟ ΣΙΤΑΡΙ ΚΑΙ ΤΟ ΠΟΥΛΗΣΑΝ ΓΙΑ ΛΟΓΑΡΙΑΣΜΟ ΤΟΥΣ bbox=[1209, 500, 1334, 553]
article-body: Βροχὴ εἰς τὰ πεδινὰ καὶ χιὼν εἰς τὰ ὀρεινὰ διαμερίσματα σημειώνεται ἀπὸ χθὲς εἰς τὴν Βόρειον Ἑλλάδα. Ἡ θερμοκρασία ἐσημείωσε αἰσθητὴν πτῶσιν καὶ εἰς ὡρισμένας περιοχὰς ἔπεσε κάτω τοῦ μηδενός. Ἡ κυκλοφορία εἰς τοὺς ὀρεινοὺς δρόμους γίνεται μὲ ἀλυσίδες. bbox=[1206, 1241, 1386, 1333]
stock-value: 1.010 bbox=[166, 636, 192, 647]
continuation-note: ΣΥΝΕΧΕΙΑ ΕΚ ΤΗΣ 1ΗΣ ΣΕΛ. bbox=[630, 1315, 782, 1327]
article-body: Πράγματι ἔφερε τὸ γεγονὸς κατ' ἐμὲ εἰς τὴν ἐκδήλωσιν. Κατὰ τὴν ἀκροαματικὴν διαδικασίαν ἐξητάσθησαν οἱ μάρτυρες κατηγορίας. Ὁ πρόεδρος τοῦ δικαστηρίου ἐρώτησε τὸν κατηγορούμενον σχετικῶς μὲ τὰς συνθήκας τοῦ συμβάντος καὶ ἐκεῖνος ἀπήντησεν ὅτι δὲν ἐγνώριζε τὸν παθόντα. bbox=[1206, 1951, 1387, 2066]
